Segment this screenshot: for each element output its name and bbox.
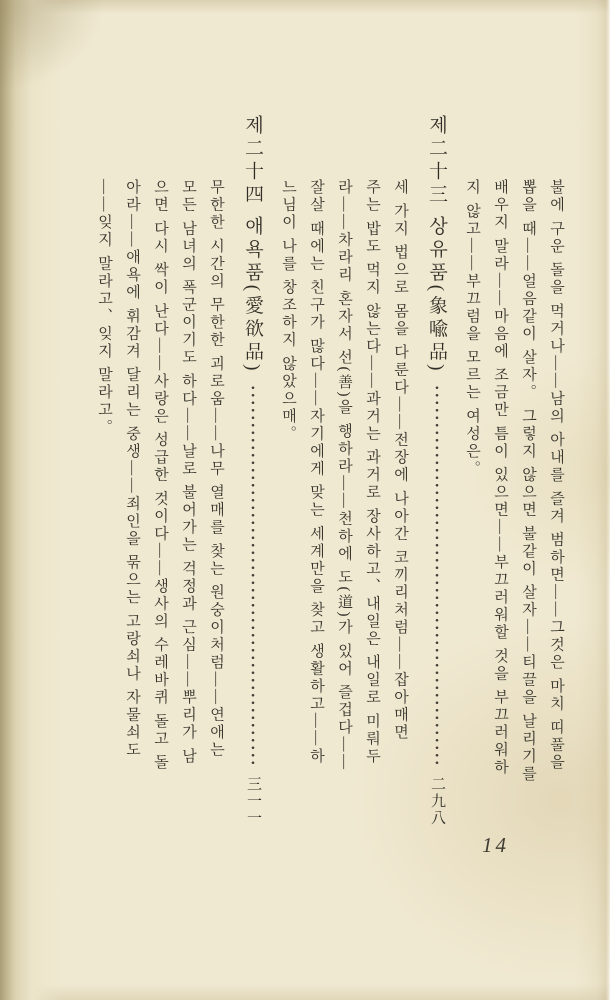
vertical-text-block [86,115,566,855]
chapter-title: 제二十四 애욕품(愛欲品) [242,115,263,375]
chapter-heading [239,115,266,827]
text-column: 주는 밥도 먹지 않는다——과거는 과거로 장사하고、내일은 내일로 미뤄두 [364,179,380,766]
text-column: 배우지 말라——마음에 조금만 틈이 있으면——부끄러워할 것을 부끄러워하 [492,179,508,777]
text-column: 으면 다시 싹이 난다——사랑은 성급한 것이다——생사의 수레바퀴 돌고 돌 [152,179,168,772]
text-column: 무한한 시간의 무한한 괴로움——나무 열매를 찾는 원숭이처럼——연애는 [208,179,224,759]
text-column: 불에 구운 돌을 먹거나——남의 아내를 즐겨 범하면——그것은 마치 띠풀을 [548,179,564,772]
text-column: ——잊지 말라고、잊지 말라고。 [96,179,112,437]
chapter-title: 제二十三 상유품(象喩品) [426,115,447,375]
text-column: 잘살 때에는 친구가 많다——자기에게 맞는 세계만을 찾고 생활하고——하 [308,179,324,766]
chapter-page-number: 二九八 [429,776,445,827]
text-column: 느님이 나를 창조하지 않았으매。 [280,179,296,443]
chapter-page-number: 三一一 [245,776,261,827]
text-column: 모든 남녀의 폭군이기도 하다——날로 불어가는 걱정과 근심——뿌리가 남 [180,179,196,766]
dotted-leader [429,384,445,766]
dotted-leader [245,384,261,766]
text-column: 지 않고——부끄럼을 모르는 여성은。 [464,179,480,478]
chapter-heading [423,115,450,827]
text-column: 세 가지 법으로 몸을 다룬다——전장에 나아간 코끼리처럼——잡아매면 [392,179,408,742]
text-column: 뽑을 때——얼음같이 살자。 그렇지 않으면 불같이 살자——티끌을 날리기를 [520,179,536,783]
text-column: 라——차라리 혼자서 선(善)을 행하라——천하에 도(道)가 있어 즐겁다—— [336,179,352,772]
page-number: 14 [482,833,509,857]
text-column: 아라——애욕에 휘감겨 달리는 중생——죄인을 묶으는 고랑쇠나 자물쇠도 [124,179,140,759]
